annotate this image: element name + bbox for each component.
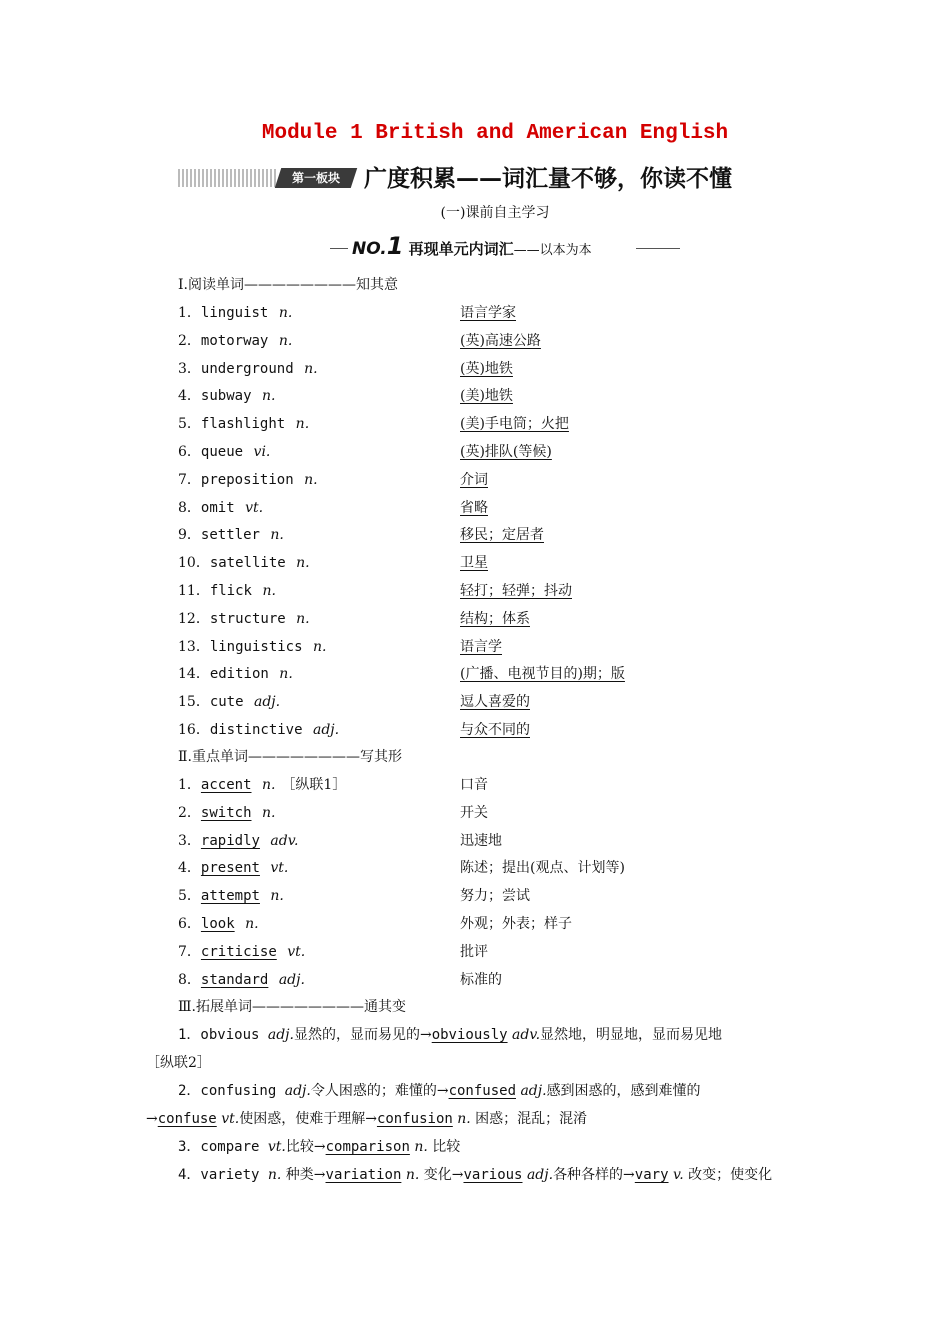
item-number: 1．: [178, 777, 201, 793]
answer-word: confusion: [376, 1111, 453, 1127]
item-word: flick: [209, 583, 252, 599]
list-item-term: [178, 664, 293, 684]
item-number: 7．: [178, 471, 201, 488]
part3-heading: Ⅲ.拓展单词————————通其变: [178, 999, 406, 1015]
word: 3．compare: [178, 1139, 268, 1155]
cross-reference: ［纵联2］: [146, 1055, 211, 1071]
list-item-meaning: 迅速地: [460, 832, 502, 849]
item-word: omit: [200, 499, 235, 516]
item-word: underground: [200, 360, 294, 377]
item-pos: vt.: [245, 499, 264, 516]
answer-word: various: [463, 1167, 523, 1183]
list-item-meaning: 介词: [460, 471, 488, 488]
item-pos: vt.: [270, 860, 289, 877]
banner-heading: 广度积累——词汇量不够，你读不懂: [364, 166, 732, 192]
item-word: queue: [200, 444, 244, 460]
list-item-meaning: 陈述；提出(观点、计划等): [460, 860, 625, 877]
meaning: 困惑；混乱；混淆: [475, 1111, 588, 1127]
list-item-term: [178, 942, 311, 962]
item-number: 10．: [178, 555, 210, 572]
list-item-term: [178, 637, 326, 657]
item-pos: adj.: [313, 722, 340, 738]
item-word: linguistics: [209, 638, 303, 655]
arrow: →: [146, 1111, 158, 1127]
list-item-term: [178, 775, 346, 795]
list-item-meaning: (美)手电筒；火把: [460, 416, 569, 433]
item-pos: vi.: [253, 444, 271, 460]
banner-tag: [275, 168, 357, 188]
item-number: 8．: [178, 971, 201, 988]
item-number: 7．: [178, 943, 201, 960]
no1-num: 1: [386, 232, 404, 260]
list-item-meaning: 语言学家: [460, 305, 516, 321]
item-word: switch: [200, 804, 252, 821]
item-number: 6．: [178, 444, 201, 460]
list-item-term: [178, 886, 290, 906]
item-word: preposition: [200, 471, 294, 488]
meaning: 使困惑，使难于理解→: [239, 1111, 377, 1127]
item-pos: n.: [270, 527, 284, 544]
list-item-term: [178, 831, 304, 851]
pos: adj.: [526, 1167, 554, 1183]
pos: v.: [672, 1167, 684, 1183]
item-pos: n.: [262, 583, 276, 599]
list-item-term: [178, 914, 265, 934]
no1-text: [352, 232, 592, 260]
meaning: 显然的，显而易见的→: [293, 1027, 432, 1043]
item-number: 13．: [178, 638, 210, 655]
part3-item-1: [146, 1021, 816, 1077]
list-item-meaning: 移民；定居者: [460, 527, 544, 544]
pos: adj.: [284, 1083, 311, 1099]
answer-word: confuse: [157, 1111, 217, 1127]
word: 1．obvious: [178, 1027, 268, 1043]
no1-left-rule: [330, 248, 348, 249]
item-number: 4．: [178, 860, 201, 877]
meaning: 各种各样的→: [553, 1167, 635, 1183]
list-item-meaning: 与众不同的: [460, 722, 530, 738]
item-pos: n.: [261, 388, 276, 405]
pos: n.: [267, 1167, 282, 1183]
no1-heading: [330, 232, 680, 262]
item-pos: n.: [270, 888, 284, 905]
item-word: criticise: [200, 943, 277, 960]
pos: adv.: [512, 1027, 541, 1043]
list-item-meaning: 卫星: [460, 555, 488, 572]
item-pos: n.: [304, 471, 318, 488]
part3-item-3: [146, 1133, 816, 1161]
pos: vt.: [267, 1139, 286, 1155]
meaning: 种类→: [285, 1167, 326, 1183]
item-pos: n.: [261, 777, 276, 793]
list-item-term: [178, 303, 292, 323]
item-number: 15．: [178, 694, 210, 711]
item-word: cute: [209, 694, 244, 711]
list-item-term: [178, 553, 310, 573]
item-number: 3．: [178, 360, 201, 377]
item-pos: n.: [278, 332, 293, 349]
list-item-meaning: (英)高速公路: [460, 332, 541, 349]
pos: n.: [414, 1139, 428, 1155]
list-item-meaning: (广播、电视节目的)期；版: [460, 666, 625, 683]
item-pos: adv.: [270, 832, 299, 849]
item-number: 5．: [178, 888, 201, 905]
word: 4．variety: [178, 1167, 268, 1183]
item-word: edition: [209, 666, 269, 683]
part2-heading: Ⅱ.重点单词————————写其形: [178, 749, 402, 765]
list-item-meaning: (英)地铁: [460, 360, 513, 377]
answer-word: confused: [448, 1083, 516, 1099]
item-word: settler: [200, 527, 260, 544]
item-word: structure: [209, 610, 286, 627]
list-item-term: [178, 609, 310, 629]
list-item-term: [178, 386, 275, 406]
subsection-title: (一)课前自主学习: [440, 205, 550, 221]
no1-no: NO.: [352, 239, 387, 259]
list-item-meaning: 外观；外表；样子: [460, 916, 572, 932]
item-number: 16．: [178, 722, 210, 738]
item-word: attempt: [200, 888, 260, 905]
item-number: 9．: [178, 527, 201, 544]
item-pos: adj.: [278, 971, 305, 988]
list-item-term: [178, 470, 318, 490]
item-pos: n.: [296, 555, 310, 572]
item-number: 12．: [178, 610, 210, 627]
item-number: 3．: [178, 832, 201, 849]
pos: adj.: [520, 1083, 547, 1099]
item-word: accent: [200, 777, 252, 793]
part3-item-4: [146, 1161, 816, 1189]
list-item-term: [178, 858, 294, 878]
item-number: 2．: [178, 804, 201, 821]
part3-item-2: [146, 1077, 816, 1133]
answer-word: obviously: [431, 1027, 508, 1043]
answer-word: variation: [325, 1167, 402, 1183]
list-item-meaning: 标准的: [460, 971, 502, 988]
item-word: linguist: [200, 305, 269, 321]
answer-word: comparison: [325, 1139, 410, 1155]
item-pos: adj.: [254, 694, 281, 711]
meaning: 令人困惑的；难懂的→: [310, 1083, 449, 1099]
item-pos: n.: [279, 666, 293, 683]
list-item-term: [178, 498, 263, 518]
list-item-term: [178, 970, 311, 990]
item-number: 1．: [178, 305, 201, 321]
item-word: subway: [200, 388, 252, 405]
meaning: 感到困惑的，感到难懂的: [546, 1083, 701, 1099]
item-number: 6．: [178, 916, 201, 932]
item-word: flashlight: [200, 416, 286, 433]
page-title: Module 1 British and American English: [261, 122, 729, 145]
pos: n.: [405, 1167, 420, 1183]
word: 2．confusing: [178, 1083, 285, 1099]
list-item-term: [178, 692, 280, 712]
meaning: 比较: [432, 1139, 461, 1155]
item-pos: n.: [261, 804, 276, 821]
list-item-meaning: (美)地铁: [460, 388, 513, 405]
no1-main: 再现单元内词汇: [408, 240, 514, 258]
item-cross-reference: ［纵联1］: [281, 777, 347, 793]
list-item-meaning: (英)排队(等候): [460, 444, 552, 460]
meaning: 显然地，明显地，显而易见地: [540, 1027, 723, 1043]
meaning: 改变；使变化: [688, 1167, 773, 1183]
item-pos: n.: [245, 916, 259, 932]
banner-tag-label: 第一板块: [291, 171, 340, 185]
list-item-meaning: 开关: [460, 804, 488, 821]
item-word: distinctive: [209, 722, 303, 738]
item-word: rapidly: [200, 832, 260, 849]
no1-sub: ——以本为本: [513, 243, 592, 258]
item-number: 14．: [178, 666, 210, 683]
list-item-term: [178, 442, 270, 462]
item-word: motorway: [200, 332, 269, 349]
list-item-term: [178, 803, 281, 823]
item-number: 5．: [178, 416, 201, 433]
item-word: present: [200, 860, 260, 877]
list-item-term: [178, 331, 292, 351]
item-number: 11．: [178, 583, 210, 599]
list-item-meaning: 轻打；轻弹；抖动: [460, 583, 572, 599]
item-pos: n.: [278, 305, 293, 321]
list-item-meaning: 结构；体系: [460, 610, 530, 627]
meaning: 比较→: [285, 1139, 326, 1155]
pos: vt.: [221, 1111, 240, 1127]
item-word: look: [200, 916, 235, 932]
pos: n.: [457, 1111, 471, 1127]
item-pos: n.: [295, 416, 310, 433]
answer-word: vary: [634, 1167, 669, 1183]
item-pos: vt.: [287, 943, 306, 960]
item-pos: n.: [296, 610, 310, 627]
list-item-meaning: 逗人喜爱的: [460, 694, 530, 711]
list-item-term: [178, 525, 284, 545]
list-item-term: [178, 359, 318, 379]
list-item-meaning: 批评: [460, 943, 488, 960]
list-item-meaning: 语言学: [460, 638, 502, 655]
list-item-term: [178, 581, 276, 601]
pos: adj.: [267, 1027, 294, 1043]
meaning: 变化→: [423, 1167, 464, 1183]
section-banner: [178, 160, 748, 194]
list-item-meaning: 省略: [460, 499, 488, 516]
list-item-term: [178, 414, 309, 434]
list-item-meaning: 口音: [460, 777, 488, 793]
no1-right-rule: [636, 248, 680, 249]
item-number: 2．: [178, 332, 201, 349]
list-item-meaning: 努力；尝试: [460, 888, 530, 905]
item-number: 4．: [178, 388, 201, 405]
item-pos: n.: [304, 360, 318, 377]
item-pos: n.: [313, 638, 327, 655]
list-item-term: [178, 720, 339, 740]
part1-heading: Ⅰ.阅读单词————————知其意: [178, 277, 398, 293]
item-number: 8．: [178, 499, 201, 516]
banner-hatch-decoration: [178, 169, 278, 187]
item-word: standard: [200, 971, 269, 988]
item-word: satellite: [209, 555, 286, 572]
